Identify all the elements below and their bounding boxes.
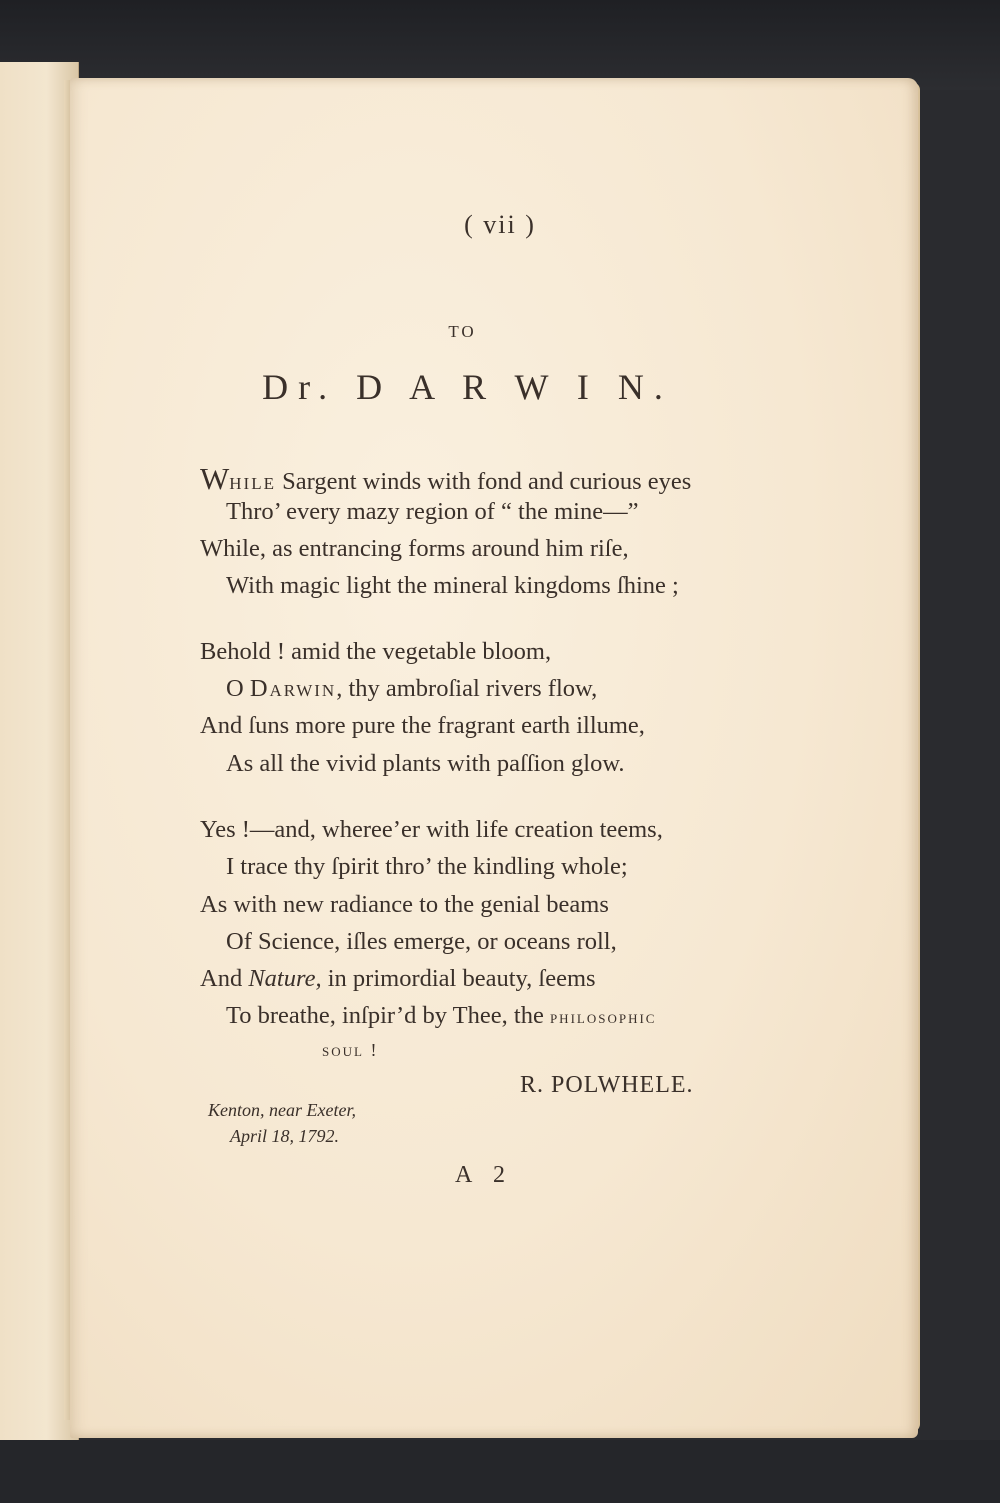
drop-initial: W	[200, 461, 230, 496]
background-top	[0, 0, 1000, 90]
line-text: Sargent winds with fond and curious eyes	[275, 468, 692, 495]
italic-word: Nature,	[248, 965, 322, 992]
dedication-to: TO	[448, 322, 477, 341]
line-text: in primordial beauty, ſeems	[321, 965, 596, 992]
poem-line-10: I trace thy ſpirit thro’ the kindling whole;	[226, 853, 628, 880]
signature-mark: A 2	[455, 1162, 514, 1188]
author-signature: R. POLWHELE.	[520, 1072, 694, 1098]
poem-line-14	[226, 1002, 656, 1030]
line-text: To breathe, inſpir’d by Thee, the	[226, 1002, 550, 1029]
poem-line-6	[226, 675, 597, 703]
line-text: , thy ambroſial rivers flow,	[336, 675, 598, 702]
darwin-name: Darwin	[249, 675, 337, 702]
line-text: And	[200, 965, 249, 992]
place-line-1: Kenton, near Exeter,	[208, 1100, 356, 1120]
dedication-title: Dr. D A R W I N.	[262, 367, 673, 407]
poem-line-7: And ſuns more pure the fragrant earth illume,	[200, 712, 645, 739]
poem-line-13	[200, 965, 596, 993]
poem-line-2: Thro’ every mazy region of “ the mine—”	[226, 498, 639, 525]
poem-line-12: Of Science, iſles emerge, or oceans roll,	[226, 928, 617, 955]
poem-line-11: As with new radiance to the genial beams	[200, 891, 609, 918]
page-number: ( vii )	[464, 210, 536, 239]
background-bottom	[0, 1440, 1000, 1503]
poem-line-4: With magic light the mineral kingdoms ſhine ;	[226, 572, 679, 599]
poem-line-1	[200, 461, 691, 497]
poem-line-8: As all the vivid plants with paſſion glow.	[226, 750, 625, 777]
poem-line-9: Yes !—and, wheree’er with life creation teems,	[200, 816, 663, 843]
poem-line-3: While, as entrancing forms around him riſe,	[200, 535, 629, 562]
small-caps-word: philosophic	[549, 1007, 657, 1027]
poem-line-5: Behold ! amid the vegetable bloom,	[200, 638, 552, 665]
line-text: O	[226, 675, 250, 702]
poem-line-15: soul !	[322, 1040, 379, 1060]
small-caps-word: hile	[229, 468, 276, 495]
place-line-2: April 18, 1792.	[230, 1126, 340, 1146]
